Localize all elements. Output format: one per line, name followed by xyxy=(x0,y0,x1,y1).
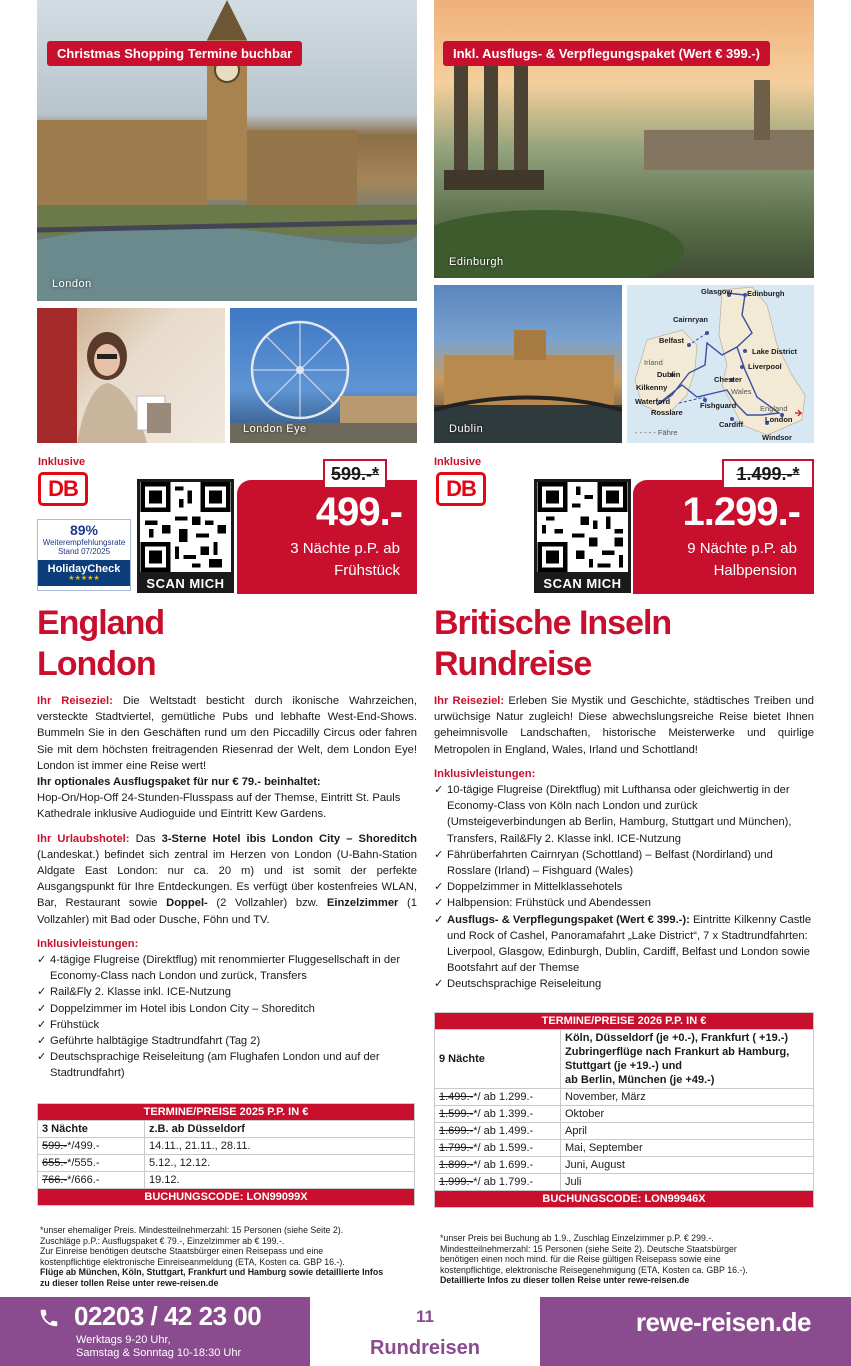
title-left-line2: London xyxy=(37,645,156,683)
nights-left-line2: Frühstück xyxy=(334,562,400,579)
route-map xyxy=(627,285,814,443)
list-item: ✓ Deutschsprachige Reiseleitung xyxy=(434,976,814,992)
left-hotel: Ihr Urlaubshotel: Das 3-Sterne Hotel ibis London City – Shoreditch (Landeskat.) befindet sich zentral im Herzen von London (U-Bahn-Station Aldgate East London: nur ca. 20 m) und ist somit der perfekte Ausgangspunkt für Ihre Entdeckungen. Es verfügt über kostenfreies WLAN, Bar, Restaurant sowie Doppel- (2 Vollzahler) bzw. Einzelzimmer (1 Vollzahler) mit Bad oder Dusche, Föhn und TV. xyxy=(37,832,417,926)
right-inklusiv-label: Inklusivleistungen: xyxy=(434,767,536,780)
nights-right-line1: 9 Nächte p.P. ab xyxy=(687,540,797,557)
list-item: ✓ Doppelzimmer im Hotel ibis London City – Shoreditch xyxy=(37,1001,417,1017)
london-caption: London xyxy=(52,278,92,290)
edinburgh-caption: Edinburgh xyxy=(449,256,504,268)
table-row: 655.-*/555.- 5.12., 12.12. xyxy=(38,1155,415,1172)
list-item: ✓ Halbpension: Frühstück und Abendessen xyxy=(434,895,814,911)
price-table-left xyxy=(37,1103,415,1206)
qr-code-left[interactable] xyxy=(137,479,234,575)
price-left: 499.- xyxy=(315,490,402,534)
left-body xyxy=(37,693,417,1082)
map-label-irland: Irland xyxy=(644,358,663,367)
left-inklusiv-label: Inklusivleistungen: xyxy=(37,937,139,950)
list-item: ✓ Deutschsprachige Reiseleitung (am Flughafen London und auf der Stadtrundfahrt) xyxy=(37,1049,417,1081)
map-label-chester: Chester xyxy=(714,375,742,384)
woman-shopping-photo xyxy=(37,308,225,443)
left-ausflug-text: Hop-On/Hop-Off 24-Stunden-Flusspass auf der Themse, Eintritt St. Pauls Kathedrale inklusive Audioguide und Eintritt Kew Gardens. xyxy=(37,792,401,821)
qr-code-right[interactable] xyxy=(534,479,631,575)
scan-label-right: SCAN MICH xyxy=(534,575,631,593)
table-row: 1.799.-*/ ab 1.599.- Mai, September xyxy=(435,1140,814,1157)
map-label-dublin: Dublin xyxy=(657,370,681,379)
map-label-edinburgh: Edinburgh xyxy=(747,289,785,298)
list-item: ✓ Frühstück xyxy=(37,1017,417,1033)
footer xyxy=(0,1297,851,1366)
old-price-right: 1.499.-* xyxy=(722,459,814,489)
holidaycheck-percent: 89% xyxy=(69,522,99,538)
nights-right-line2: Halbpension xyxy=(713,562,797,579)
map-label-london: London xyxy=(765,415,793,424)
title-right-line1: Britische Inseln xyxy=(434,604,672,642)
dublin-caption: Dublin xyxy=(449,423,484,435)
ausflugspaket-tag: Inkl. Ausflugs- & Verpflegungspaket (Wert € 399.-) xyxy=(443,41,770,66)
list-item: ✓ 10-tägige Flugreise (Direktflug) mit Lufthansa oder gleichwertig in der Economy-Class von Köln nach London und zurück (Umsteigeverbindungen ab Berlin, Hamburg, Stuttgart und München), Transfers, Rail&Fly 2. Klasse inkl. ICE-Nutzung xyxy=(434,782,814,847)
inklusive-label-right: Inklusive xyxy=(434,456,482,468)
table-col-departure: Köln, Düsseldorf (je +0.-), Frankfurt ( +19.-) Zubringerflüge nach Frankurt ab Hamburg, Stuttgart (je +19.-) und ab Berlin, München (je +49.-) xyxy=(561,1030,814,1089)
map-legend-ferry: - - - - - Fähre xyxy=(635,428,678,437)
dublin-photo xyxy=(434,285,622,443)
table-row: 1.699.-*/ ab 1.499.- April xyxy=(435,1123,814,1140)
page-number: 11 xyxy=(416,1307,434,1326)
nights-left-line1: 3 Nächte p.P. ab xyxy=(290,540,400,557)
table-row: 1.499.-*/ ab 1.299.- November, März xyxy=(435,1089,814,1106)
list-item: ✓ Doppelzimmer in Mittelklassehotels xyxy=(434,879,814,895)
db-logo-left: DB xyxy=(38,472,88,506)
map-label-cairnryan: Cairnryan xyxy=(673,315,709,324)
map-label-kilkenny: Kilkenny xyxy=(636,383,668,392)
right-reiseziel: Ihr Reiseziel: Erleben Sie Mystik und Geschichte, städtisches Treiben und urwüchsige Natur zugleich! Diese abwechslungsreiche Reise bietet Ihnen geheimnisvolle Landschaften, historische Meisterwerke und quirlige Metropolen in England, Wales, Irland und Schottland! xyxy=(434,695,815,756)
price-table-right xyxy=(434,1012,814,1208)
list-item: ✓ Fährüberfahrten Cairnryan (Schottland) – Belfast (Nordirland) und Rosslare (Irland) – Fishguard (Wales) xyxy=(434,847,814,879)
map-label-england: England xyxy=(760,404,788,413)
map-label-rosslare: Rosslare xyxy=(651,408,683,417)
old-price-left: 599.-* xyxy=(323,459,387,489)
price-right: 1.299.- xyxy=(682,490,800,534)
booking-code-left: BUCHUNGSCODE: LON99099X xyxy=(38,1189,415,1206)
table-row: 766.-*/666.- 19.12. xyxy=(38,1172,415,1189)
list-item: ✓ Rail&Fly 2. Klasse inkl. ICE-Nutzung xyxy=(37,984,417,1000)
left-inklusiv-list xyxy=(37,952,417,1082)
scan-label-left: SCAN MICH xyxy=(137,575,234,593)
db-logo-right: DB xyxy=(436,472,486,506)
map-label-cardiff: Cardiff xyxy=(719,420,744,429)
map-label-waterford: Waterford xyxy=(635,397,671,406)
footer-hours-line1: Werktags 9-20 Uhr, xyxy=(76,1334,171,1346)
left-ausflug-label: Ihr optionales Ausflugspaket für nur € 79.- beinhaltet: xyxy=(37,776,321,789)
table-col-nights: 9 Nächte xyxy=(435,1030,561,1089)
footnote-right: *unser Preis bei Buchung ab 1.9., Zuschlag Einzelzimmer p.P. € 299.-. Mindestteilnehmerzahl: 15 Personen (siehe Seite 2). Deutsche Staatsbürger benötigen einen noch mind. für die Reise gültigen Reisepass sowie eine kostenpflichtige, elektronische Reisegenehmigung (ETA, Kosten ca. GBP 16.-). Detaillierte Infos zu dieser tollen Reise unter rewe-reisen.de xyxy=(440,1233,748,1286)
table-header: TERMINE/PREISE 2026 P.P. IN € xyxy=(435,1013,814,1030)
table-header: TERMINE/PREISE 2025 P.P. IN € xyxy=(38,1104,415,1121)
holidaycheck-rate-label: Weiterempfehlungsrate xyxy=(42,538,126,547)
table-row: 1.899.-*/ ab 1.699.- Juni, August xyxy=(435,1157,814,1174)
christmas-shopping-tag: Christmas Shopping Termine buchbar xyxy=(47,41,302,66)
phone-icon xyxy=(38,1307,60,1329)
holidaycheck-date: Stand 07/2025 xyxy=(57,547,111,556)
map-label-windsor: Windsor xyxy=(762,433,792,442)
london-eye-caption: London Eye xyxy=(243,423,307,435)
right-body xyxy=(434,693,814,993)
table-row: 1.999.-*/ ab 1.799.- Juli xyxy=(435,1174,814,1191)
map-label-liverpool: Liverpool xyxy=(748,362,782,371)
table-col-nights: 3 Nächte xyxy=(38,1121,145,1138)
map-label-fishguard: Fishguard xyxy=(700,401,737,410)
holidaycheck-brand: HolidayCheck xyxy=(47,563,121,575)
inklusive-label-left: Inklusive xyxy=(38,456,86,468)
map-label-wales: Wales xyxy=(731,387,752,396)
map-label-lake-district: Lake District xyxy=(752,347,798,356)
table-row: 1.599.-*/ ab 1.399.- Oktober xyxy=(435,1106,814,1123)
booking-code-right: BUCHUNGSCODE: LON99946X xyxy=(435,1191,814,1208)
table-col-departure: z.B. ab Düsseldorf xyxy=(145,1121,415,1138)
holidaycheck-stars: ★★★★★ xyxy=(68,575,100,582)
list-item: ✓ Ausflugs- & Verpflegungspaket (Wert € 399.-): Eintritte Kilkenny Castle und Rock of Cashel, Panoramafahrt „Lake District“, 7 x Stadtrundfahrten: Liverpool, Glasgow, Edinburgh, Dublin, Cardiff, Belfast und London sowie Bootsfahrt auf der Themse xyxy=(434,912,814,977)
right-inklusiv-list xyxy=(434,782,814,993)
left-reiseziel: Ihr Reiseziel: Die Weltstadt besticht durch ikonische Wahrzeichen, versteckte Stadtviertel, gemütliche Pubs und lebhafte West-End-Shows. Bummeln Sie in den Geschäften rund um den Piccadilly Circus oder fahren Sie mit dem höchsten freitragenden Riesenrad der Welt, dem London Eye! London ist immer eine Reise wert! xyxy=(37,695,418,772)
holidaycheck-badge xyxy=(37,519,131,591)
footer-phone-number[interactable]: 02203 / 42 23 00 xyxy=(74,1301,262,1331)
footer-hours-line2: Samstag & Sonntag 10-18:30 Uhr xyxy=(76,1347,242,1359)
list-item: ✓ Geführte halbtägige Stadtrundfahrt (Tag 2) xyxy=(37,1033,417,1049)
table-row: 599.-*/499.- 14.11., 21.11., 28.11. xyxy=(38,1138,415,1155)
title-left-line1: England xyxy=(37,604,165,642)
map-label-belfast: Belfast xyxy=(659,336,685,345)
title-right-line2: Rundreise xyxy=(434,645,592,683)
website-link[interactable]: rewe-reisen.de xyxy=(635,1307,811,1337)
list-item: ✓ 4-tägige Flugreise (Direktflug) mit renommierter Fluggesellschaft in der Economy-Class nach London und zurück, Transfers xyxy=(37,952,417,984)
map-label-glasgow: Glasgow xyxy=(701,287,733,296)
section-title: Rundreisen xyxy=(369,1337,481,1359)
footnote-left: *unser ehemaliger Preis. Mindestteilnehmerzahl: 15 Personen (siehe Seite 2). Zuschläge p.P.: Ausflugspaket € 79.-, Einzelzimmer ab € 199.-. Zur Einreise benötigen deutsche Staatsbürger einen Reisepass und eine kostenpflichtige elektronische Einreiseanmeldung (ETA, Kosten ca. GBP 16.-). Flüge ab München, Köln, Stuttgart, Frankfurt und Hamburg sowie detaillierte Infos zu dieser tollen Reise unter rewe-reisen.de xyxy=(40,1225,384,1288)
